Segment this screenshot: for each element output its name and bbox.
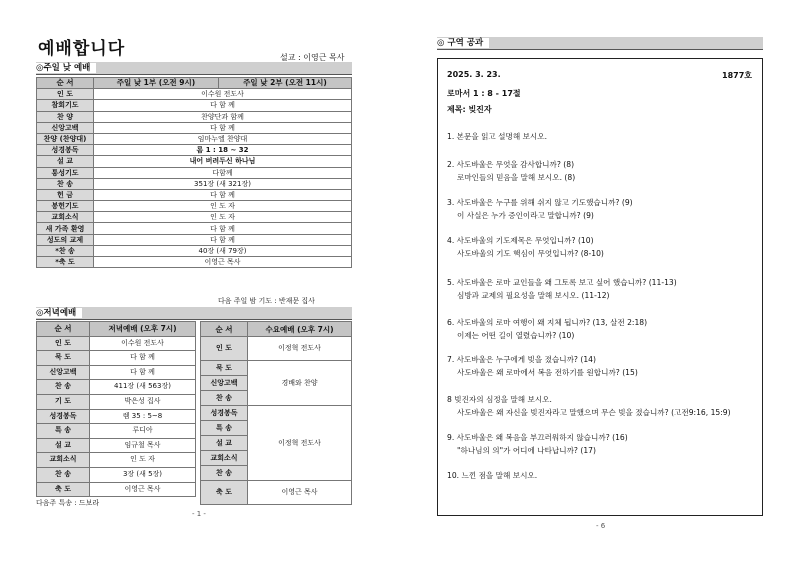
row-value: 내어 버려두신 하나님 [94,156,352,167]
table-row [37,394,196,409]
row-label: 인 도 [201,337,248,361]
row-value: 40장 (새 79장) [94,245,352,256]
row-label: 참회기도 [37,100,94,111]
sunday-section-heading: ◎주일 낮 예배 [36,62,352,75]
lesson-question [447,196,757,222]
row-label: 신앙고백 [37,365,90,380]
column-header: 주일 낮 2부 (오전 11시) [218,78,351,89]
row-value: 임마누엘 찬양대 [94,133,352,144]
table-header-row [37,322,196,337]
row-value: 다 함 께 [94,223,352,234]
question-text: 9. 사도바울은 왜 복음을 부끄러워하지 않습니까? (16) [447,433,628,442]
row-value: 이영근 목사 [90,482,196,497]
row-value: 경배와 찬양 [248,361,352,406]
lesson-question [447,393,757,419]
row-label: 축 도 [37,482,90,497]
row-label: 교회소식 [201,451,248,466]
night-prayer-note: 다음 주일 밤 기도 : 반재문 집사 [218,297,315,305]
question-text: 3. 사도바울은 누구를 위해 쉬지 않고 기도했습니까? (9) [447,198,633,207]
table-header-row [201,322,352,337]
row-value: 인 도 자 [90,453,196,468]
lesson-question [447,234,757,260]
table-row [37,409,196,424]
row-label: 새 가족 환영 [37,223,94,234]
page-number-right: - 6 [596,522,606,530]
row-value: 이영근 목사 [248,481,352,505]
lesson-question [447,469,757,482]
lesson-section-heading: ◎ 구역 공과 [437,37,763,50]
table-row [201,337,352,361]
sermon-credit: 설교 : 이영근 목사 [280,53,345,62]
table-row [37,167,352,178]
row-value: 다함께 [94,167,352,178]
question-subtext: 사도바울은 왜 로마에서 복음 전하기를 원합니까? (15) [457,368,638,377]
table-row [37,424,196,439]
question-subtext: 사도바울은 왜 자신을 빚진자라고 말했으며 무슨 빚을 졌습니까? (고전9:16, 15:9) [457,408,731,417]
row-label: 성경봉독 [37,145,94,156]
row-label: 성경봉독 [201,406,248,421]
row-label: 특 송 [201,421,248,436]
row-label: 성도의 교제 [37,234,94,245]
row-label: 기 도 [37,394,90,409]
column-header: 수요예배 (오후 7시) [248,322,352,337]
row-label: 인 도 [37,89,94,100]
column-header: 순 서 [37,322,90,337]
table-row [201,481,352,505]
row-value: 이영근 목사 [94,257,352,268]
row-label: 교회소식 [37,212,94,223]
row-label: 찬 송 [37,380,90,395]
row-label: 찬 송 [37,467,90,482]
row-label: 봉헌기도 [37,201,94,212]
sunday-service-table [36,77,352,268]
row-value: 이정혁 전도사 [248,406,352,481]
wednesday-service-table [200,321,352,505]
table-row [37,245,352,256]
question-text: 7. 사도바울은 누구에게 빚을 졌습니까? (14) [447,355,596,364]
table-row [37,257,352,268]
question-text: 1. 본문을 읽고 설명해 보시오. [447,132,548,141]
row-label: *축 도 [37,257,94,268]
question-text: 10. 느낀 점을 말해 보시오. [447,471,538,480]
row-label: 찬양 (찬양대) [37,133,94,144]
row-label: 설 교 [37,438,90,453]
issue-number: 1877호 [722,71,752,80]
row-value: 찬양단과 함께 [94,111,352,122]
row-value: 다 함 께 [94,100,352,111]
row-value: 다 함 께 [90,351,196,366]
table-row [37,482,196,497]
table-row [37,122,352,133]
question-subtext: 로마인들의 믿음을 말해 보시오. (8) [457,173,576,182]
evening-section-heading: ◎저녁예배 [36,307,352,320]
table-row [201,361,352,376]
lesson-question [447,158,757,184]
table-row [37,438,196,453]
row-value: 다 함 께 [94,189,352,200]
row-value: 이수원 전도사 [90,336,196,351]
row-value: 임규철 목사 [90,438,196,453]
row-label: 설 교 [37,156,94,167]
scripture-passage: 로마서 1 : 8 - 17절 [447,89,521,98]
row-label: 특 송 [37,424,90,439]
row-label: *찬 송 [37,245,94,256]
question-subtext: 사도바울의 기도 핵심이 무엇입니까? (8-10) [457,249,604,258]
lesson-title: 제목: 빚진자 [447,105,492,114]
row-value: 루디아 [90,424,196,439]
row-value: 롬 1 : 18 ~ 32 [94,145,352,156]
table-row [37,467,196,482]
row-label: 찬 송 [201,391,248,406]
table-row [37,223,352,234]
table-header-row [37,78,352,89]
table-row [37,145,352,156]
question-text: 4. 사도바울의 기도제목은 무엇입니까? (10) [447,236,594,245]
question-text: 6. 사도바울의 로마 여행이 왜 지체 됩니까? (13, 살전 2:18) [447,318,648,327]
table-row [201,406,352,421]
row-value: 이정혁 전도사 [248,337,352,361]
table-row [37,365,196,380]
question-subtext: "하나님의 의"가 어디에 나타납니까? (17) [457,446,596,455]
page-title: 예배합니다 [38,39,126,59]
row-label: 통성기도 [37,167,94,178]
lesson-question [447,353,757,379]
question-text: 2. 사도바울은 무엇을 감사합니까? (8) [447,160,575,169]
table-row [37,156,352,167]
table-row [37,336,196,351]
row-value: 박은성 집사 [90,394,196,409]
table-row [37,234,352,245]
question-subtext: 이제는 어떤 길이 열렸습니까? (10) [457,331,575,340]
row-value: 렘 35 : 5~8 [90,409,196,424]
table-row [37,201,352,212]
row-label: 묵 도 [201,361,248,376]
row-label: 신앙고백 [37,122,94,133]
row-label: 교회소식 [37,453,90,468]
row-value: 351장 (새 321장) [94,178,352,189]
row-label: 찬 송 [37,178,94,189]
row-label: 성경봉독 [37,409,90,424]
table-row [37,89,352,100]
table-row [37,133,352,144]
row-value: 다 함 께 [94,122,352,133]
page-number-left: - 1 - [192,510,206,518]
table-row [37,380,196,395]
row-label: 찬 송 [201,466,248,481]
row-value: 이수원 전도사 [94,89,352,100]
question-subtext: 심방과 교제의 필요성을 말해 보시오. (11-12) [457,291,610,300]
row-label: 신앙고백 [201,376,248,391]
lesson-question [447,316,757,342]
row-label: 설 교 [201,436,248,451]
column-header: 순 서 [201,322,248,337]
table-row [37,212,352,223]
question-text: 5. 사도바울은 로마 교인들을 왜 그토록 보고 싶어 했습니까? (11-13) [447,278,677,287]
column-header: 주일 낮 1부 (오전 9시) [94,78,219,89]
row-value: 3장 (새 5장) [90,467,196,482]
row-value: 다 함 께 [90,365,196,380]
row-value: 다 함 께 [94,234,352,245]
row-value: 411장 (새 563장) [90,380,196,395]
table-row [37,111,352,122]
row-label: 묵 도 [37,351,90,366]
row-value: 인 도 자 [94,212,352,223]
evening-service-table [36,321,196,497]
row-value: 인 도 자 [94,201,352,212]
table-row [37,189,352,200]
table-row [37,351,196,366]
row-label: 헌 금 [37,189,94,200]
question-subtext: 이 사실은 누가 증인이라고 말합니까? (9) [457,211,594,220]
next-special-song: 다음주 특송 : 드보라 [36,499,100,507]
question-text: 8 빚진자의 심정을 말해 보시오. [447,395,552,404]
row-label: 찬 양 [37,111,94,122]
column-header: 저녁예배 (오후 7시) [90,322,196,337]
table-row [37,453,196,468]
lesson-question [447,276,757,302]
row-label: 인 도 [37,336,90,351]
lesson-question [447,130,757,143]
column-header: 순 서 [37,78,94,89]
lesson-question [447,431,757,457]
lesson-date: 2025. 3. 23. [447,70,501,79]
row-label: 축 도 [201,481,248,505]
table-row [37,178,352,189]
table-row [37,100,352,111]
